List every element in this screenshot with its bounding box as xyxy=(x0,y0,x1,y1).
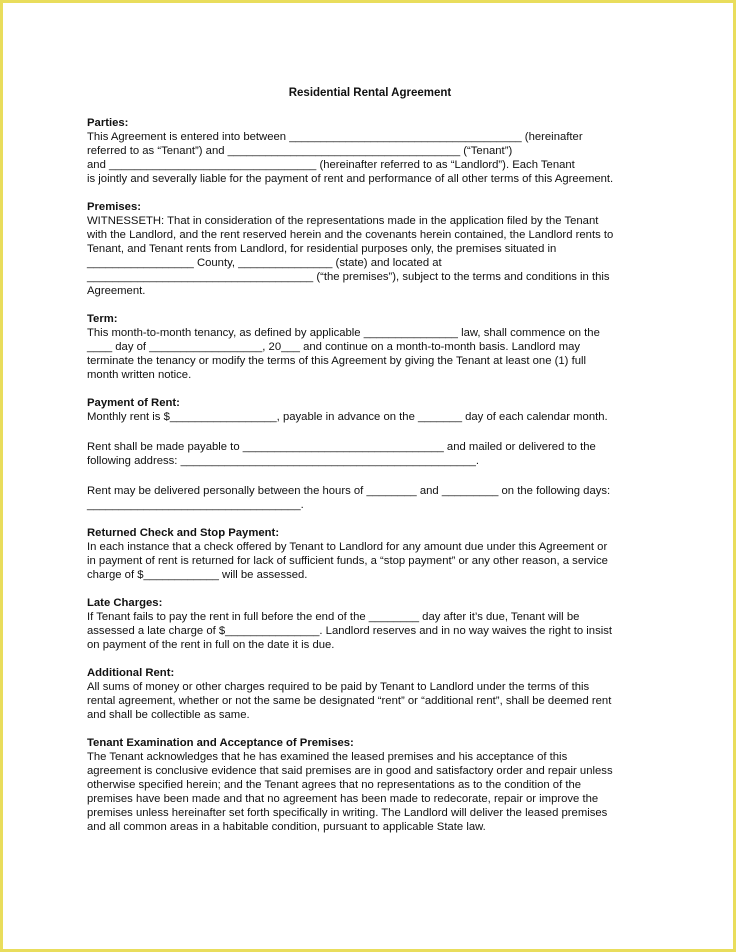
section-late-charges xyxy=(87,596,653,652)
section-heading: Payment of Rent: xyxy=(87,397,180,409)
section-heading: Additional Rent: xyxy=(87,667,175,679)
section-paragraph: In each instance that a check offered by Tenant to Landlord for any amount due under this Agreement or in payment of rent is returned for lack of sufficient funds, a “stop payment” or any other reason, a service charge of $____________ will be assessed. xyxy=(87,541,608,581)
section-payment-of-rent xyxy=(87,396,653,512)
section-heading: Tenant Examination and Acceptance of Premises: xyxy=(87,737,354,749)
section-paragraph: If Tenant fails to pay the rent in full before the end of the ________ day after it’s due, Tenant will be assessed a late charge of $_______________. Landlord reserves and in no way waives the right to insist on payment of the rent in full on the date it is due. xyxy=(87,611,613,651)
section-heading: Term: xyxy=(87,313,118,325)
section-paragraph: This Agreement is entered into between _____________________________________ (hereinafter referred to as “Tenant”) and _____________________________________ (“Tenant”) and _________________________________ (hereinafter referred to as “Landlord”). Each Tenant is jointly and severally liable for the payment of rent and performance of all other terms of this Agreement. xyxy=(87,131,614,185)
section-heading: Late Charges: xyxy=(87,597,163,609)
document-page xyxy=(87,86,653,848)
document-title: Residential Rental Agreement xyxy=(288,87,452,99)
section-paragraph: Rent shall be made payable to ________________________________ and mailed or delivered to the following address: _______________________________________________. xyxy=(87,441,596,467)
section-premises xyxy=(87,200,653,298)
section-heading: Returned Check and Stop Payment: xyxy=(87,527,280,539)
section-paragraph: This month-to-month tenancy, as defined by applicable _______________ law, shall commence on the ____ day of __________________, 20___ and continue on a month-to-month basis. Landlord may terminate the tenancy or modify the terms of this Agreement by giving the Tenant at least one (1) full month written notice. xyxy=(87,327,600,381)
section-paragraph: All sums of money or other charges required to be paid by Tenant to Landlord under the terms of this rental agreement, whether or not the same be designated “rent” or “additional rent”, shall be deemed rent and shall be collectible as same. xyxy=(87,681,612,721)
section-parties xyxy=(87,116,653,186)
section-term xyxy=(87,312,653,382)
section-paragraph: Rent may be delivered personally between the hours of ________ and _________ on the following days: __________________________________. xyxy=(87,485,611,511)
section-paragraph: Monthly rent is $_________________, payable in advance on the _______ day of each calendar month. xyxy=(87,411,608,423)
section-tenant-examination xyxy=(87,736,653,834)
section-heading: Parties: xyxy=(87,117,129,129)
section-paragraph: WITNESSETH: That in consideration of the representations made in the application filed by the Tenant with the Landlord, and the rent reserved herein and the covenants herein contained, the Landlord rents to Tenant, and Tenant rents from Landlord, for residential purposes only, the premises situated in _________________ County, _______________ (state) and located at ____________________________________ (“the premises”), subject to the terms and conditions in this Agreement. xyxy=(87,215,614,297)
section-heading: Premises: xyxy=(87,201,142,213)
section-additional-rent xyxy=(87,666,653,722)
section-paragraph: The Tenant acknowledges that he has examined the leased premises and his acceptance of this agreement is conclusive evidence that said premises are in good and satisfactory order and repair unless otherwise specified herein; and the Tenant agrees that no representations as to the condition of the premises have been made and that no agreement has been made to redecorate, repair or improve the premises unless hereinafter set forth specifically in writing. The Landlord will deliver the leased premises and all common areas in a habitable condition, pursuant to applicable State law. xyxy=(87,751,613,833)
section-returned-check xyxy=(87,526,653,582)
